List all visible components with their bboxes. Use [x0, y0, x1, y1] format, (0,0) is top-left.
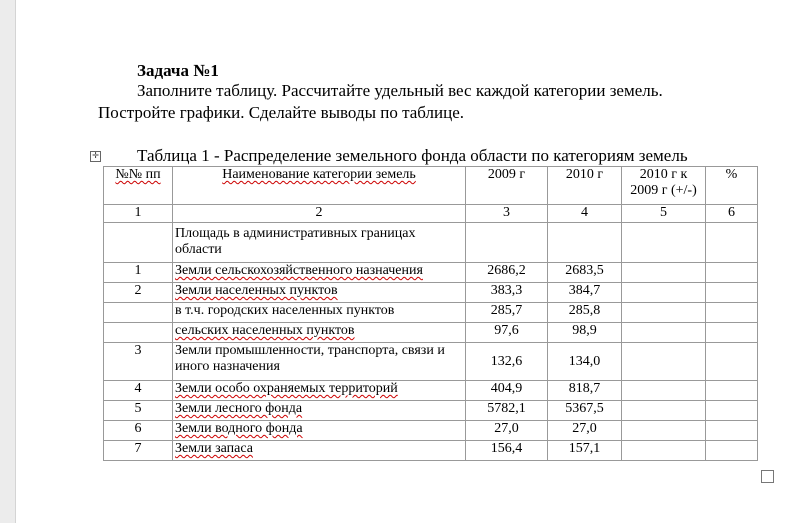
row-diff [622, 441, 706, 461]
table-row [104, 441, 758, 461]
task-heading: Задача №1 [137, 61, 219, 80]
row-2010: 2683,5 [548, 263, 622, 283]
row-2010: 384,7 [548, 283, 622, 303]
row-num: 4 [104, 381, 173, 401]
header-2009: 2009 г [466, 167, 548, 205]
task-text-line-2: Постройте графики. Сделайте выводы по таблице. [98, 103, 464, 122]
table-move-handle-icon[interactable]: ✛ [90, 151, 101, 162]
row-pct [706, 303, 758, 323]
row-num: 3 [104, 343, 173, 381]
row-pct [706, 421, 758, 441]
header-pct: % [706, 167, 758, 205]
header-diff: 2010 г к 2009 г (+/-) [622, 167, 706, 205]
row-2009 [466, 223, 548, 263]
row-name: Земли сельскохозяйственного назначения [173, 263, 466, 283]
row-pct [706, 263, 758, 283]
table-row [104, 223, 758, 263]
row-pct [706, 441, 758, 461]
row-2009: 97,6 [466, 323, 548, 343]
row-diff [622, 401, 706, 421]
row-2010: 27,0 [548, 421, 622, 441]
row-2009: 27,0 [466, 421, 548, 441]
row-name: Земли промышленности, транспорта, связи и иного назначения [173, 343, 466, 381]
row-pct [706, 223, 758, 263]
table-row [104, 303, 758, 323]
task-text-line-1: Заполните таблицу. Рассчитайте удельный вес каждой категории земель. [137, 81, 663, 100]
colnum-3: 3 [466, 205, 548, 223]
row-name: Земли лесного фонда [173, 401, 466, 421]
row-2010: 157,1 [548, 441, 622, 461]
row-name: Площадь в административных границах области [173, 223, 466, 263]
row-name: Земли водного фонда [173, 421, 466, 441]
header-name: Наименование категории земель [173, 167, 466, 205]
row-name: Земли населенных пунктов [173, 283, 466, 303]
row-name: Земли запаса [173, 441, 466, 461]
row-2009: 2686,2 [466, 263, 548, 283]
row-num: 5 [104, 401, 173, 421]
colnum-5: 5 [622, 205, 706, 223]
row-2009: 383,3 [466, 283, 548, 303]
column-number-row [104, 205, 758, 223]
row-num [104, 223, 173, 263]
table-row [104, 421, 758, 441]
row-name: сельских населенных пунктов [173, 323, 466, 343]
row-num: 2 [104, 283, 173, 303]
colnum-4: 4 [548, 205, 622, 223]
document-page [15, 0, 810, 523]
row-2010: 134,0 [548, 343, 622, 381]
colnum-6: 6 [706, 205, 758, 223]
table-row [104, 381, 758, 401]
table-row [104, 323, 758, 343]
row-pct [706, 323, 758, 343]
row-2010: 285,8 [548, 303, 622, 323]
row-diff [622, 381, 706, 401]
table-header-row [104, 167, 758, 205]
row-num: 7 [104, 441, 173, 461]
table-caption: Таблица 1 - Распределение земельного фонда области по категориям земель [137, 146, 688, 165]
row-num [104, 323, 173, 343]
table-resize-handle[interactable] [761, 470, 774, 483]
row-num [104, 303, 173, 323]
header-2010: 2010 г [548, 167, 622, 205]
row-2010: 818,7 [548, 381, 622, 401]
row-2009: 5782,1 [466, 401, 548, 421]
row-pct [706, 283, 758, 303]
row-2010: 5367,5 [548, 401, 622, 421]
row-2009: 285,7 [466, 303, 548, 323]
land-fund-table [103, 166, 758, 461]
table-row [104, 401, 758, 421]
row-pct [706, 381, 758, 401]
row-2010 [548, 223, 622, 263]
row-diff [622, 421, 706, 441]
row-diff [622, 303, 706, 323]
table-row [104, 343, 758, 381]
row-2009: 132,6 [466, 343, 548, 381]
row-diff [622, 343, 706, 381]
row-diff [622, 323, 706, 343]
row-num: 6 [104, 421, 173, 441]
row-name: Земли особо охраняемых территорий [173, 381, 466, 401]
row-pct [706, 343, 758, 381]
row-num: 1 [104, 263, 173, 283]
row-diff [622, 223, 706, 263]
row-diff [622, 263, 706, 283]
row-name: в т.ч. городских населенных пунктов [173, 303, 466, 323]
row-2009: 404,9 [466, 381, 548, 401]
row-2009: 156,4 [466, 441, 548, 461]
colnum-2: 2 [173, 205, 466, 223]
colnum-1: 1 [104, 205, 173, 223]
header-num: №№ пп [104, 167, 173, 205]
row-2010: 98,9 [548, 323, 622, 343]
table-row [104, 263, 758, 283]
row-diff [622, 283, 706, 303]
table-row [104, 283, 758, 303]
row-pct [706, 401, 758, 421]
